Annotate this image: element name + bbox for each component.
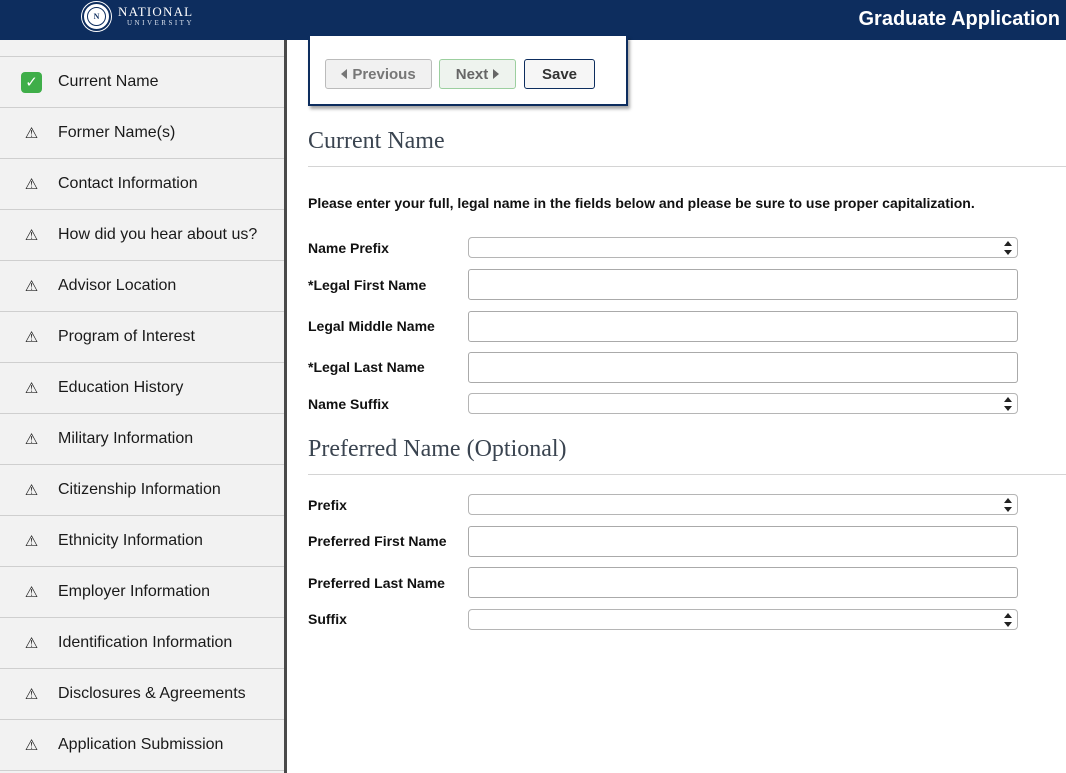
warning-icon: ⚠ xyxy=(24,684,39,703)
legal-first-name-label: *Legal First Name xyxy=(308,277,427,293)
warning-icon: ⚠ xyxy=(24,327,39,346)
sidebar-item-label: Identification Information xyxy=(58,634,233,651)
sidebar-item-education-history[interactable] xyxy=(0,363,284,414)
preferred-suffix-select[interactable] xyxy=(468,609,1018,630)
sidebar-item-label: Employer Information xyxy=(58,583,211,600)
warning-icon: ⚠ xyxy=(24,378,39,397)
sidebar-item-current-name[interactable] xyxy=(0,57,284,108)
caret-left-icon xyxy=(341,69,347,79)
sidebar-item-application-submission[interactable] xyxy=(0,720,284,771)
preferred-first-name-label: Preferred First Name xyxy=(308,533,447,549)
sidebar-top-spacer xyxy=(0,40,284,57)
warning-icon: ⚠ xyxy=(24,633,39,652)
warning-icon: ⚠ xyxy=(24,174,39,193)
warning-icon: ⚠ xyxy=(24,480,39,499)
previous-button-label: Previous xyxy=(352,65,416,83)
form-nav-toolbar xyxy=(308,36,628,106)
sidebar-nav xyxy=(0,40,287,773)
current-name-divider xyxy=(308,166,1066,167)
sidebar-item-label: How did you hear about us? xyxy=(58,226,258,243)
sidebar-item-employer-information[interactable] xyxy=(0,567,284,618)
preferred-first-name-input[interactable] xyxy=(468,526,1018,557)
caret-right-icon xyxy=(493,69,499,79)
sidebar-item-program-of-interest[interactable] xyxy=(0,312,284,363)
name-prefix-select[interactable] xyxy=(468,237,1018,258)
warning-icon: ⚠ xyxy=(24,429,39,448)
warning-icon: ⚠ xyxy=(24,123,39,142)
preferred-name-divider xyxy=(308,474,1066,475)
current-name-heading: Current Name xyxy=(308,128,445,154)
legal-middle-name-label: Legal Middle Name xyxy=(308,318,435,334)
sidebar-item-advisor-location[interactable] xyxy=(0,261,284,312)
sidebar-item-label: Education History xyxy=(58,379,184,396)
sidebar-item-label: Current Name xyxy=(58,73,159,90)
university-logo[interactable] xyxy=(82,1,194,31)
sidebar-item-former-names[interactable] xyxy=(0,108,284,159)
sidebar-item-label: Advisor Location xyxy=(58,277,177,294)
name-suffix-select[interactable] xyxy=(468,393,1018,414)
name-suffix-label: Name Suffix xyxy=(308,396,389,412)
name-prefix-label: Name Prefix xyxy=(308,240,389,256)
save-button-label: Save xyxy=(541,65,578,83)
warning-icon: ⚠ xyxy=(24,276,39,295)
legal-first-name-input[interactable] xyxy=(468,269,1018,300)
sidebar-item-label: Application Submission xyxy=(58,736,224,753)
warning-icon: ⚠ xyxy=(24,531,39,550)
sidebar-item-label: Former Name(s) xyxy=(58,124,176,141)
sidebar-item-label: Disclosures & Agreements xyxy=(58,685,246,702)
select-arrows-icon xyxy=(1004,613,1012,627)
next-button-label: Next xyxy=(455,65,489,83)
sidebar-item-how-did-you-hear[interactable] xyxy=(0,210,284,261)
sidebar-item-label: Contact Information xyxy=(58,175,198,192)
top-header xyxy=(0,0,1066,40)
legal-last-name-label: *Legal Last Name xyxy=(308,359,425,375)
warning-icon: ⚠ xyxy=(24,735,39,754)
legal-last-name-input[interactable] xyxy=(468,352,1018,383)
logo-name: NATIONAL xyxy=(118,4,194,19)
sidebar-item-identification-information[interactable] xyxy=(0,618,284,669)
legal-middle-name-input[interactable] xyxy=(468,311,1018,342)
logo-subtitle: UNIVERSITY xyxy=(127,19,194,27)
warning-icon: ⚠ xyxy=(24,225,39,244)
sidebar-item-label: Ethnicity Information xyxy=(58,532,203,549)
sidebar-item-contact-information[interactable] xyxy=(0,159,284,210)
sidebar-item-ethnicity-information[interactable] xyxy=(0,516,284,567)
sidebar-item-disclosures-agreements[interactable] xyxy=(0,669,284,720)
sidebar-item-label: Military Information xyxy=(58,430,194,447)
sidebar-item-label: Program of Interest xyxy=(58,328,195,345)
sidebar-item-citizenship-information[interactable] xyxy=(0,465,284,516)
select-arrows-icon xyxy=(1004,241,1012,255)
university-seal-icon: N xyxy=(82,2,111,31)
sidebar-item-label: Citizenship Information xyxy=(58,481,221,498)
select-arrows-icon xyxy=(1004,498,1012,512)
save-button[interactable] xyxy=(524,59,595,89)
preferred-suffix-label: Suffix xyxy=(308,611,347,627)
select-arrows-icon xyxy=(1004,397,1012,411)
preferred-prefix-select[interactable] xyxy=(468,494,1018,515)
app-title: Graduate Application xyxy=(858,8,1060,30)
next-button[interactable] xyxy=(439,59,516,89)
previous-button[interactable] xyxy=(325,59,432,89)
preferred-prefix-label: Prefix xyxy=(308,497,347,513)
preferred-last-name-input[interactable] xyxy=(468,567,1018,598)
name-instructions: Please enter your full, legal name in the fields below and please be sure to use proper capitalization. xyxy=(308,195,975,211)
preferred-last-name-label: Preferred Last Name xyxy=(308,575,445,591)
check-icon: ✓ xyxy=(21,72,42,93)
preferred-name-heading: Preferred Name (Optional) xyxy=(308,436,567,462)
sidebar-item-military-information[interactable] xyxy=(0,414,284,465)
warning-icon: ⚠ xyxy=(24,582,39,601)
